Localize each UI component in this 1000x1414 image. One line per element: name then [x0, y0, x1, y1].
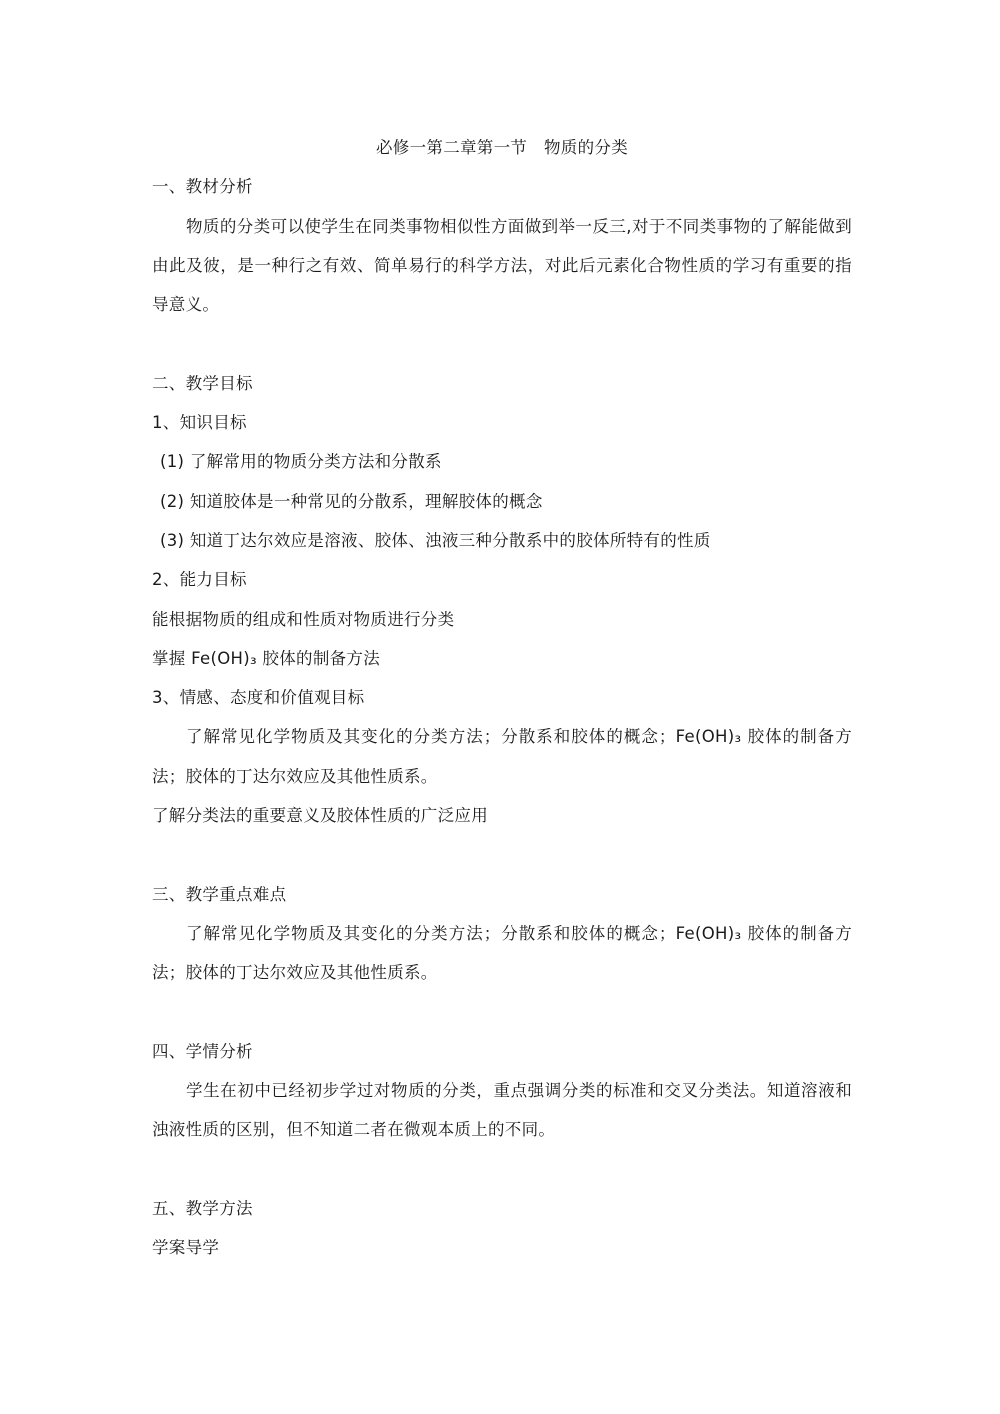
- section-heading-objectives: 二、教学目标: [152, 373, 253, 393]
- spacer: [152, 1150, 852, 1189]
- ability-item: 能根据物质的组成和性质对物质进行分类: [152, 609, 455, 629]
- section-paragraph-analysis: 物质的分类可以使学生在同类事物相似性方面做到举一反三,对于不同类事物的了解能做到由此及彼，是一种行之有效、简单易行的科学方法，对此后元素化合物性质的学习有重要的指导意义。: [152, 216, 852, 315]
- document-title: 必修一第二章第一节 物质的分类: [376, 138, 628, 157]
- spacer: [152, 324, 852, 363]
- section-heading-analysis: 一、教材分析: [152, 177, 253, 197]
- subheading-emotion: 3、情感、态度和价值观目标: [152, 688, 365, 708]
- ability-item: 掌握 Fe(OH)₃ 胶体的制备方法: [152, 648, 381, 668]
- section-heading-learner-analysis: 四、学情分析: [152, 1041, 253, 1061]
- section-heading-methods: 五、教学方法: [152, 1199, 253, 1219]
- section-content-methods: 学案导学: [152, 1238, 220, 1258]
- emotion-extra: 了解分类法的重要意义及胶体性质的广泛应用: [152, 806, 488, 826]
- knowledge-item: (2) 知道胶体是一种常见的分散系，理解胶体的概念: [160, 491, 543, 511]
- section-paragraph-key-points: 了解常见化学物质及其变化的分类方法；分散系和胶体的概念；Fe(OH)₃ 胶体的制备方法；胶体的丁达尔效应及其他性质系。: [152, 923, 852, 983]
- knowledge-item: (1) 了解常用的物质分类方法和分散系: [160, 452, 442, 472]
- document-page: [152, 128, 852, 1268]
- subheading-knowledge: 1、知识目标: [152, 413, 247, 433]
- emotion-paragraph: 了解常见化学物质及其变化的分类方法；分散系和胶体的概念；Fe(OH)₃ 胶体的制备方法；胶体的丁达尔效应及其他性质系。: [152, 727, 852, 786]
- spacer: [152, 835, 852, 874]
- section-heading-key-points: 三、教学重点难点: [152, 884, 287, 904]
- spacer: [152, 993, 852, 1032]
- knowledge-item: (3) 知道丁达尔效应是溶液、胶体、浊液三种分散系中的胶体所特有的性质: [160, 530, 711, 550]
- section-paragraph-learner-analysis: 学生在初中已经初步学过对物质的分类，重点强调分类的标准和交叉分类法。知道溶液和浊液性质的区别，但不知道二者在微观本质上的不同。: [152, 1081, 852, 1140]
- subheading-ability: 2、能力目标: [152, 570, 247, 590]
